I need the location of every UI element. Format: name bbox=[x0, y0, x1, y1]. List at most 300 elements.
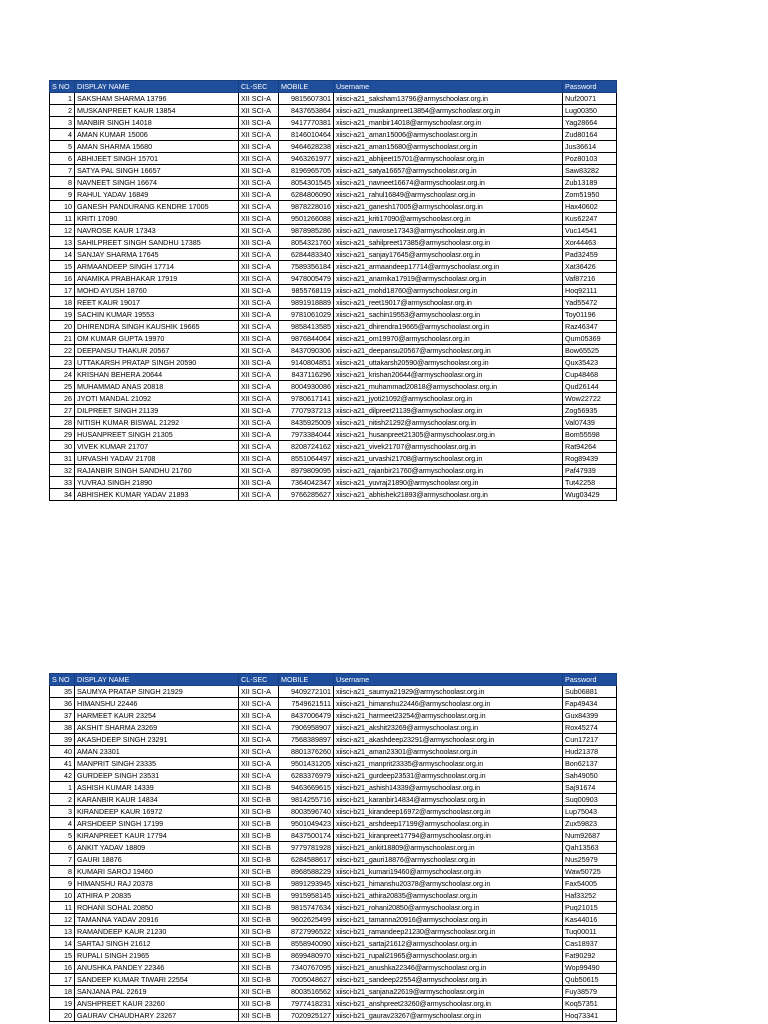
mobile-cell: 7568389897 bbox=[279, 734, 334, 746]
sno-cell: 5 bbox=[50, 141, 75, 153]
class-section-cell: XII SCI-A bbox=[239, 710, 279, 722]
table-row bbox=[50, 369, 617, 381]
table-row bbox=[50, 117, 617, 129]
sno-cell: 39 bbox=[50, 734, 75, 746]
mobile-cell: 9855768119 bbox=[279, 285, 334, 297]
mobile-header: MOBILE bbox=[279, 674, 334, 686]
sno-cell: 9 bbox=[50, 878, 75, 890]
table-row bbox=[50, 782, 617, 794]
username-cell: xiisci-a21_harmeet23254@armyschoolasr.org.in bbox=[334, 710, 563, 722]
password-cell: Zub13189 bbox=[563, 177, 617, 189]
class-section-cell: XII SCI-B bbox=[239, 1010, 279, 1022]
sno-cell: 38 bbox=[50, 722, 75, 734]
sno-cell: 26 bbox=[50, 393, 75, 405]
class-section-cell: XII SCI-A bbox=[239, 141, 279, 153]
class-section-cell: XII SCI-A bbox=[239, 453, 279, 465]
class-section-cell: XII SCI-A bbox=[239, 117, 279, 129]
sno-cell: 7 bbox=[50, 854, 75, 866]
username-cell: xiisci-a21_abhishek21893@armyschoolasr.org.in bbox=[334, 489, 563, 501]
table-row bbox=[50, 938, 617, 950]
display-name-cell: SANDEEP KUMAR TIWARI 22554 bbox=[75, 974, 239, 986]
mobile-cell: 9891293945 bbox=[279, 878, 334, 890]
table-row bbox=[50, 345, 617, 357]
username-cell: xiisci-b21_himanshu20378@armyschoolasr.org.in bbox=[334, 878, 563, 890]
username-cell: xiisci-a21_muhammad20818@armyschoolasr.org.in bbox=[334, 381, 563, 393]
class-section-cell: XII SCI-A bbox=[239, 285, 279, 297]
password-cell: Lug00350 bbox=[563, 105, 617, 117]
table-row bbox=[50, 129, 617, 141]
class-section-cell: XII SCI-B bbox=[239, 962, 279, 974]
class-section-cell: XII SCI-A bbox=[239, 321, 279, 333]
table-row bbox=[50, 177, 617, 189]
table-row bbox=[50, 273, 617, 285]
mobile-cell: 9140804851 bbox=[279, 357, 334, 369]
display-name-cell: GAURI 18876 bbox=[75, 854, 239, 866]
password-cell: Qah13563 bbox=[563, 842, 617, 854]
sno-cell: 27 bbox=[50, 405, 75, 417]
password-cell: Vuc14541 bbox=[563, 225, 617, 237]
username-cell: xiisci-b21_arshdeep17199@armyschoolasr.org.in bbox=[334, 818, 563, 830]
class-section-cell: XII SCI-B bbox=[239, 902, 279, 914]
sno-cell: 16 bbox=[50, 273, 75, 285]
mobile-cell: 8196965705 bbox=[279, 165, 334, 177]
class-section-cell: XII SCI-B bbox=[239, 878, 279, 890]
password-cell: Rat94264 bbox=[563, 441, 617, 453]
sno-cell: 29 bbox=[50, 429, 75, 441]
password-cell: Vaf87216 bbox=[563, 273, 617, 285]
display-name-cell: AKSHIT SHARMA 23269 bbox=[75, 722, 239, 734]
class-section-cell: XII SCI-A bbox=[239, 770, 279, 782]
sno-cell: 25 bbox=[50, 381, 75, 393]
class-section-cell: XII SCI-B bbox=[239, 890, 279, 902]
password-cell: Lup75043 bbox=[563, 806, 617, 818]
username-cell: xiisci-a21_kriti17090@armyschoolasr.org.in bbox=[334, 213, 563, 225]
table-body bbox=[50, 686, 617, 1022]
class-section-cell: XII SCI-B bbox=[239, 866, 279, 878]
password-cell: Val07439 bbox=[563, 417, 617, 429]
sno-cell: 20 bbox=[50, 1010, 75, 1022]
display-name-cell: KIRANDEEP KAUR 16972 bbox=[75, 806, 239, 818]
password-cell: Sah49050 bbox=[563, 770, 617, 782]
mobile-header: MOBILE bbox=[279, 81, 334, 93]
display-name-cell: REET KAUR 19017 bbox=[75, 297, 239, 309]
display-name-cell: DEEPANSU THAKUR 20567 bbox=[75, 345, 239, 357]
username-cell: xiisci-a21_aman15680@armyschoolasr.org.in bbox=[334, 141, 563, 153]
username-cell: xiisci-b21_sartaj21612@armyschoolasr.org.in bbox=[334, 938, 563, 950]
mobile-cell: 9779781928 bbox=[279, 842, 334, 854]
table-row bbox=[50, 866, 617, 878]
sno-cell: 20 bbox=[50, 321, 75, 333]
password-cell: Saj91674 bbox=[563, 782, 617, 794]
mobile-cell: 8003516562 bbox=[279, 986, 334, 998]
mobile-cell: 8551064497 bbox=[279, 453, 334, 465]
display-name-cell: ROHANI SOHAL 20850 bbox=[75, 902, 239, 914]
mobile-cell: 9876844064 bbox=[279, 333, 334, 345]
class-section-cell: XII SCI-A bbox=[239, 381, 279, 393]
sno-cell: 10 bbox=[50, 890, 75, 902]
password-cell: Bon62137 bbox=[563, 758, 617, 770]
table-row bbox=[50, 213, 617, 225]
table-row bbox=[50, 93, 617, 105]
password-cell: Zux59823 bbox=[563, 818, 617, 830]
table-row bbox=[50, 381, 617, 393]
username-cell: xiisci-a21_reet19017@armyschoolasr.org.in bbox=[334, 297, 563, 309]
username-cell: xiisci-b21_kirandeep16972@armyschoolasr.org.in bbox=[334, 806, 563, 818]
username-cell: xiisci-b21_ankit18809@armyschoolasr.org.in bbox=[334, 842, 563, 854]
username-cell: xiisci-a21_urvashi21708@armyschoolasr.org.in bbox=[334, 453, 563, 465]
display-name-cell: VIVEK KUMAR 21707 bbox=[75, 441, 239, 453]
password-cell: Bom55598 bbox=[563, 429, 617, 441]
display-name-cell: MOHD AYUSH 18760 bbox=[75, 285, 239, 297]
class-section-cell: XII SCI-B bbox=[239, 782, 279, 794]
table-row bbox=[50, 746, 617, 758]
class-section-cell: XII SCI-A bbox=[239, 405, 279, 417]
password-cell: Qum05369 bbox=[563, 333, 617, 345]
display-name-cell: RAHUL YADAV 16849 bbox=[75, 189, 239, 201]
username-cell: xiisci-a21_akshit23269@armyschoolasr.org.in bbox=[334, 722, 563, 734]
class-section-cell: XII SCI-A bbox=[239, 105, 279, 117]
sno-cell: 8 bbox=[50, 866, 75, 878]
mobile-cell: 8558940090 bbox=[279, 938, 334, 950]
header-row bbox=[50, 81, 617, 93]
sno-cell: 2 bbox=[50, 105, 75, 117]
username-cell: xiisci-b21_kiranpreet17794@armyschoolasr.org.in bbox=[334, 830, 563, 842]
password-cell: Paf47939 bbox=[563, 465, 617, 477]
username-cell: xiisci-a21_anamika17919@armyschoolasr.org.in bbox=[334, 273, 563, 285]
sno-cell: 17 bbox=[50, 974, 75, 986]
class-section-cell: XII SCI-A bbox=[239, 189, 279, 201]
sno-cell: 42 bbox=[50, 770, 75, 782]
password-cell: Yag28664 bbox=[563, 117, 617, 129]
class-section-cell: XII SCI-B bbox=[239, 854, 279, 866]
class-section-cell: XII SCI-A bbox=[239, 177, 279, 189]
mobile-cell: 7973384044 bbox=[279, 429, 334, 441]
mobile-cell: 8208724162 bbox=[279, 441, 334, 453]
username-cell: xiisci-a21_sachin19553@armyschoolasr.org.in bbox=[334, 309, 563, 321]
password-cell: Zud80164 bbox=[563, 129, 617, 141]
password-cell: Pad32459 bbox=[563, 249, 617, 261]
username-cell: xiisci-a21_saumya21929@armyschoolasr.org.in bbox=[334, 686, 563, 698]
username-cell: xiisci-b21_rupali21965@armyschoolasr.org.in bbox=[334, 950, 563, 962]
display-name-cell: DHIRENDRA SINGH KAUSHIK 19665 bbox=[75, 321, 239, 333]
sno-cell: 34 bbox=[50, 489, 75, 501]
display-name-cell: KARANBIR KAUR 14834 bbox=[75, 794, 239, 806]
mobile-cell: 9501266088 bbox=[279, 213, 334, 225]
mobile-cell: 9858413585 bbox=[279, 321, 334, 333]
username-cell: xiisci-a21_vivek21707@armyschoolasr.org.in bbox=[334, 441, 563, 453]
username-header: Username bbox=[334, 81, 563, 93]
mobile-cell: 9464628238 bbox=[279, 141, 334, 153]
password-cell: Raz46347 bbox=[563, 321, 617, 333]
password-cell: Qux35423 bbox=[563, 357, 617, 369]
username-cell: xiisci-a21_deepansu20567@armyschoolasr.org.in bbox=[334, 345, 563, 357]
table-row bbox=[50, 854, 617, 866]
username-cell: xiisci-b21_anshpreet23260@armyschoolasr.org.in bbox=[334, 998, 563, 1010]
mobile-cell: 9463261977 bbox=[279, 153, 334, 165]
username-cell: xiisci-a21_aman23301@armyschoolasr.org.in bbox=[334, 746, 563, 758]
table-row bbox=[50, 189, 617, 201]
username-cell: xiisci-b21_sanjana22619@armyschoolasr.org.in bbox=[334, 986, 563, 998]
username-cell: xiisci-b21_anushka22346@armyschoolasr.org.in bbox=[334, 962, 563, 974]
sno-cell: 14 bbox=[50, 249, 75, 261]
display-name-cell: HIMANSHU RAJ 20378 bbox=[75, 878, 239, 890]
mobile-cell: 8968588229 bbox=[279, 866, 334, 878]
table-row bbox=[50, 998, 617, 1010]
password-cell: Hoq73341 bbox=[563, 1010, 617, 1022]
password-cell: Wug03429 bbox=[563, 489, 617, 501]
username-cell: xiisci-a21_manbir14018@armyschoolasr.org.in bbox=[334, 117, 563, 129]
display-name-cell: HUSANPREET SINGH 21305 bbox=[75, 429, 239, 441]
sno-cell: 40 bbox=[50, 746, 75, 758]
table-row bbox=[50, 734, 617, 746]
sno-cell: 10 bbox=[50, 201, 75, 213]
sno-cell: 4 bbox=[50, 818, 75, 830]
display-name-cell: KIRANPREET KAUR 17794 bbox=[75, 830, 239, 842]
table-row bbox=[50, 333, 617, 345]
class-section-cell: XII SCI-A bbox=[239, 722, 279, 734]
class-section-cell: XII SCI-A bbox=[239, 213, 279, 225]
sno-cell: 7 bbox=[50, 165, 75, 177]
table-row bbox=[50, 878, 617, 890]
username-cell: xiisci-a21_navneet16674@armyschoolasr.org.in bbox=[334, 177, 563, 189]
password-cell: Zom51950 bbox=[563, 189, 617, 201]
mobile-cell: 9766285627 bbox=[279, 489, 334, 501]
class-section-cell: XII SCI-A bbox=[239, 201, 279, 213]
mobile-cell: 9602625499 bbox=[279, 914, 334, 926]
username-cell: xiisci-a21_sahilpreet17385@armyschoolasr.org.in bbox=[334, 237, 563, 249]
password-cell: Cup48468 bbox=[563, 369, 617, 381]
header-row bbox=[50, 674, 617, 686]
table-row bbox=[50, 890, 617, 902]
class-section-cell: XII SCI-A bbox=[239, 746, 279, 758]
display-name-cell: HIMANSHU 22446 bbox=[75, 698, 239, 710]
password-cell: Fax54005 bbox=[563, 878, 617, 890]
mobile-cell: 8004930086 bbox=[279, 381, 334, 393]
mobile-cell: 7005048627 bbox=[279, 974, 334, 986]
sno-cell: 5 bbox=[50, 830, 75, 842]
mobile-cell: 9815607301 bbox=[279, 93, 334, 105]
class-section-cell: XII SCI-A bbox=[239, 273, 279, 285]
mobile-cell: 9814255716 bbox=[279, 794, 334, 806]
sno-cell: 3 bbox=[50, 806, 75, 818]
sno-cell: 41 bbox=[50, 758, 75, 770]
sno-cell: 18 bbox=[50, 297, 75, 309]
password-cell: Hax40602 bbox=[563, 201, 617, 213]
table-row bbox=[50, 225, 617, 237]
class-section-cell: XII SCI-B bbox=[239, 974, 279, 986]
table-row bbox=[50, 309, 617, 321]
username-cell: xiisci-a21_saksham13796@armyschoolasr.org.in bbox=[334, 93, 563, 105]
display-name-cell: JYOTI MANDAL 21092 bbox=[75, 393, 239, 405]
mobile-cell: 7589356184 bbox=[279, 261, 334, 273]
display-name-cell: ATHIRA P 20835 bbox=[75, 890, 239, 902]
username-cell: xiisci-a21_sanjay17645@armyschoolasr.org.in bbox=[334, 249, 563, 261]
sno-cell: 1 bbox=[50, 782, 75, 794]
class-section-cell: XII SCI-A bbox=[239, 465, 279, 477]
mobile-cell: 9780617141 bbox=[279, 393, 334, 405]
display-name-cell: ANUSHKA PANDEY 22346 bbox=[75, 962, 239, 974]
table-row bbox=[50, 405, 617, 417]
sno-cell: 18 bbox=[50, 986, 75, 998]
class-section-cell: XII SCI-A bbox=[239, 237, 279, 249]
table-row bbox=[50, 1010, 617, 1022]
display-name-cell: UTTAKARSH PRATAP SINGH 20590 bbox=[75, 357, 239, 369]
table-row bbox=[50, 926, 617, 938]
username-cell: xiisci-a21_ganesh17005@armyschoolasr.org.in bbox=[334, 201, 563, 213]
mobile-cell: 8801376260 bbox=[279, 746, 334, 758]
class-section-cell: XII SCI-A bbox=[239, 429, 279, 441]
table-row bbox=[50, 710, 617, 722]
mobile-cell: 8054321760 bbox=[279, 237, 334, 249]
username-cell: xiisci-a21_manprit23335@armyschoolasr.org.in bbox=[334, 758, 563, 770]
class-section-cell: XII SCI-B bbox=[239, 926, 279, 938]
password-cell: Cas18937 bbox=[563, 938, 617, 950]
password-cell: Tut42258 bbox=[563, 477, 617, 489]
display-name-cell: AMAN SHARMA 15680 bbox=[75, 141, 239, 153]
mobile-cell: 7549621511 bbox=[279, 698, 334, 710]
table-row bbox=[50, 321, 617, 333]
class-section-cell: XII SCI-A bbox=[239, 345, 279, 357]
mobile-cell: 8437090306 bbox=[279, 345, 334, 357]
password-cell: Zog56935 bbox=[563, 405, 617, 417]
password-cell: Fap49434 bbox=[563, 698, 617, 710]
table-row bbox=[50, 794, 617, 806]
password-cell: Hoq92111 bbox=[563, 285, 617, 297]
sno-cell: 13 bbox=[50, 926, 75, 938]
display-name-cell: TAMANNA YADAV 20916 bbox=[75, 914, 239, 926]
username-cell: xiisci-a21_himanshu22446@armyschoolasr.org.in bbox=[334, 698, 563, 710]
table-row bbox=[50, 165, 617, 177]
class-section-cell: XII SCI-A bbox=[239, 441, 279, 453]
class-section-cell: XII SCI-A bbox=[239, 165, 279, 177]
class-section-cell: XII SCI-A bbox=[239, 477, 279, 489]
sno-cell: 35 bbox=[50, 686, 75, 698]
username-cell: xiisci-a21_akashdeep23291@armyschoolasr.org.in bbox=[334, 734, 563, 746]
class-section-cell: XII SCI-A bbox=[239, 393, 279, 405]
sno-header: S NO bbox=[50, 674, 75, 686]
username-cell: xiisci-a21_dilpreet21139@armyschoolasr.org.in bbox=[334, 405, 563, 417]
table-row bbox=[50, 686, 617, 698]
class-section-cell: XII SCI-A bbox=[239, 297, 279, 309]
table-row bbox=[50, 417, 617, 429]
class-section-cell: XII SCI-B bbox=[239, 986, 279, 998]
class-section-cell: XII SCI-A bbox=[239, 357, 279, 369]
display-name-cell: SACHIN KUMAR 19553 bbox=[75, 309, 239, 321]
password-cell: Hud21378 bbox=[563, 746, 617, 758]
mobile-cell: 7906958907 bbox=[279, 722, 334, 734]
display-name-cell: AMAN 23301 bbox=[75, 746, 239, 758]
class-section-cell: XII SCI-A bbox=[239, 225, 279, 237]
username-cell: xiisci-b21_kumari19460@armyschoolasr.org.in bbox=[334, 866, 563, 878]
display-name-cell: SATYA PAL SINGH 16657 bbox=[75, 165, 239, 177]
table-row bbox=[50, 453, 617, 465]
username-cell: xiisci-a21_yuvraj21890@armyschoolasr.org.in bbox=[334, 477, 563, 489]
mobile-cell: 7340767095 bbox=[279, 962, 334, 974]
class-section-header: CL-SEC bbox=[239, 81, 279, 93]
sno-cell: 37 bbox=[50, 710, 75, 722]
mobile-cell: 9501431205 bbox=[279, 758, 334, 770]
table-row bbox=[50, 261, 617, 273]
username-cell: xiisci-b21_gaurav23267@armyschoolasr.org.in bbox=[334, 1010, 563, 1022]
display-name-cell: MUHAMMAD ANAS 20818 bbox=[75, 381, 239, 393]
table-row bbox=[50, 770, 617, 782]
display-name-cell: YUVRAJ SINGH 21890 bbox=[75, 477, 239, 489]
table-row bbox=[50, 489, 617, 501]
password-cell: Qud26144 bbox=[563, 381, 617, 393]
mobile-cell: 8146010464 bbox=[279, 129, 334, 141]
password-cell: Saw83282 bbox=[563, 165, 617, 177]
sno-cell: 33 bbox=[50, 477, 75, 489]
sno-cell: 22 bbox=[50, 345, 75, 357]
password-cell: Toy01196 bbox=[563, 309, 617, 321]
display-name-cell: AMAN KUMAR 15006 bbox=[75, 129, 239, 141]
display-name-cell: URVASHI YADAV 21708 bbox=[75, 453, 239, 465]
username-cell: xiisci-a21_om19970@armyschoolasr.org.in bbox=[334, 333, 563, 345]
username-cell: xiisci-b21_rohani20850@armyschoolasr.org.in bbox=[334, 902, 563, 914]
password-cell: Kas44016 bbox=[563, 914, 617, 926]
mobile-cell: 9915958145 bbox=[279, 890, 334, 902]
password-cell: Fuy38579 bbox=[563, 986, 617, 998]
password-header: Password bbox=[563, 674, 617, 686]
password-cell: Puq21015 bbox=[563, 902, 617, 914]
display-name-cell: NAVROSE KAUR 17343 bbox=[75, 225, 239, 237]
password-cell: Gux84399 bbox=[563, 710, 617, 722]
class-section-cell: XII SCI-B bbox=[239, 818, 279, 830]
username-cell: xiisci-b21_sandeep22554@armyschoolasr.org.in bbox=[334, 974, 563, 986]
display-name-cell: NAVNEET SINGH 16674 bbox=[75, 177, 239, 189]
sno-cell: 17 bbox=[50, 285, 75, 297]
display-name-cell: GANESH PANDURANG KENDRE 17005 bbox=[75, 201, 239, 213]
username-cell: xiisci-a21_krishan20644@armyschoolasr.org.in bbox=[334, 369, 563, 381]
display-name-cell: OM KUMAR GUPTA 19970 bbox=[75, 333, 239, 345]
display-name-cell: SAHILPREET SINGH SANDHU 17385 bbox=[75, 237, 239, 249]
display-name-cell: GURDEEP SINGH 23531 bbox=[75, 770, 239, 782]
table-row bbox=[50, 393, 617, 405]
password-cell: Suq00903 bbox=[563, 794, 617, 806]
sno-cell: 9 bbox=[50, 189, 75, 201]
table-row bbox=[50, 698, 617, 710]
username-cell: xiisci-b21_gauri18876@armyschoolasr.org.in bbox=[334, 854, 563, 866]
display-name-cell: GAURAV CHAUDHARY 23267 bbox=[75, 1010, 239, 1022]
display-name-cell: MANBIR SINGH 14018 bbox=[75, 117, 239, 129]
table-row bbox=[50, 986, 617, 998]
sno-header: S NO bbox=[50, 81, 75, 93]
display-name-cell: KRITI 17090 bbox=[75, 213, 239, 225]
sno-cell: 15 bbox=[50, 261, 75, 273]
mobile-cell: 7977418231 bbox=[279, 998, 334, 1010]
display-name-cell: KUMARI SAROJ 19460 bbox=[75, 866, 239, 878]
username-cell: xiisci-a21_aman15006@armyschoolasr.org.in bbox=[334, 129, 563, 141]
username-cell: xiisci-a21_muskanpreet13854@armyschoolasr.org.in bbox=[334, 105, 563, 117]
mobile-cell: 7020925127 bbox=[279, 1010, 334, 1022]
display-name-cell: SAKSHAM SHARMA 13796 bbox=[75, 93, 239, 105]
sno-cell: 11 bbox=[50, 213, 75, 225]
class-section-cell: XII SCI-A bbox=[239, 153, 279, 165]
mobile-cell: 9463669615 bbox=[279, 782, 334, 794]
class-section-cell: XII SCI-A bbox=[239, 261, 279, 273]
password-cell: Rox45274 bbox=[563, 722, 617, 734]
password-cell: Jus36614 bbox=[563, 141, 617, 153]
class-section-cell: XII SCI-B bbox=[239, 998, 279, 1010]
sno-cell: 12 bbox=[50, 225, 75, 237]
mobile-cell: 8437500174 bbox=[279, 830, 334, 842]
username-cell: xiisci-a21_nitish21292@armyschoolasr.org.in bbox=[334, 417, 563, 429]
class-section-cell: XII SCI-B bbox=[239, 938, 279, 950]
password-cell: Yad55472 bbox=[563, 297, 617, 309]
username-cell: xiisci-a21_rajanbir21760@armyschoolasr.org.in bbox=[334, 465, 563, 477]
mobile-cell: 9815747634 bbox=[279, 902, 334, 914]
class-section-cell: XII SCI-B bbox=[239, 830, 279, 842]
